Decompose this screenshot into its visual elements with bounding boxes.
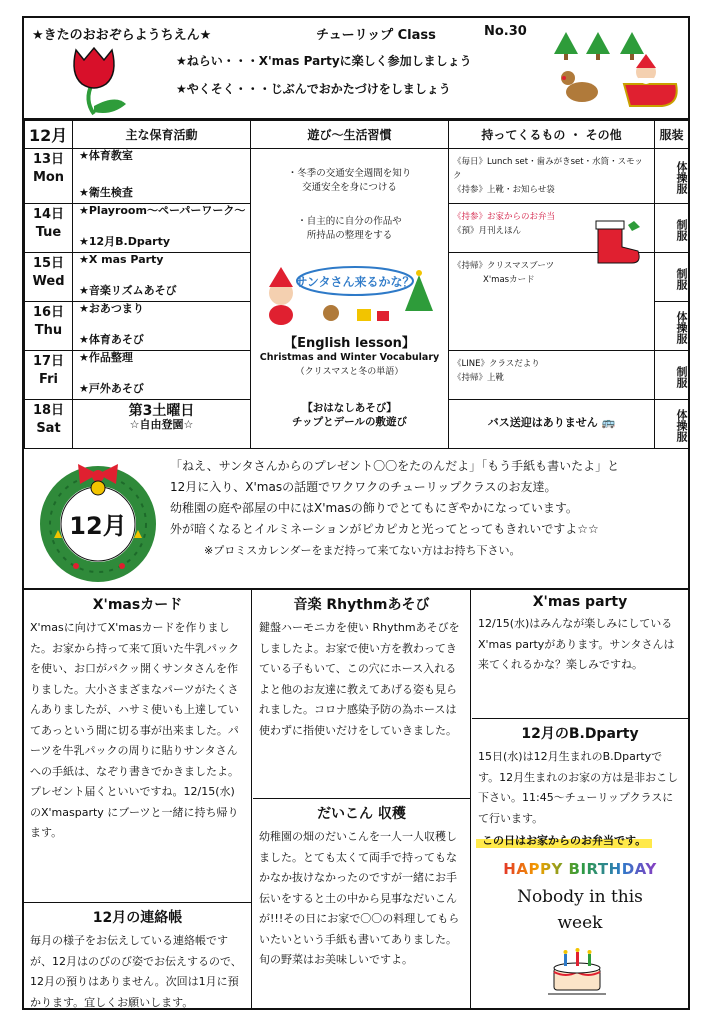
card-title: X'masカード — [92, 597, 183, 613]
date-cell: 14日 Tue — [25, 204, 73, 253]
birthday-cake-icon — [546, 944, 608, 996]
birthday-box — [496, 860, 664, 1000]
promise-text: ★やくそく・・・じぶんでおかたづけをしましょう — [176, 82, 451, 96]
radish-section — [253, 798, 470, 971]
activity-cell: ★作品整理 ★戸外あそび — [73, 351, 251, 400]
activity-cell: ★Playroom～ペーパーワーク～ ★12月B.Dparty — [73, 204, 251, 253]
column-right — [472, 590, 688, 1008]
english-lesson-title: 【English lesson】 — [284, 336, 415, 351]
contact-body: 毎月の様子をお伝えしている連絡帳ですが、12月はのびのび姿でお伝えするので、12月の預りはありません。次回は1月に預かります。宜しくお願いします。 — [30, 934, 242, 1009]
class-name: チューリップ Class — [316, 28, 436, 43]
date-cell: 15日 Wed — [25, 253, 73, 302]
happy-birthday-banner: HAPPY BIRTHDAY — [496, 860, 664, 878]
activity-cell: ★体育教室 ★衛生検査 — [73, 149, 251, 204]
wreath-icon — [36, 458, 160, 582]
dress-cell: 制服 — [655, 253, 689, 302]
radish-title: だいこん 収穫 — [317, 806, 406, 822]
bring-cell: 《LINE》クラスだより 《持帰》上靴 — [449, 351, 655, 400]
card-body: X'masに向けてX'masカードを作りました。お家から持って来て頂いた牛乳パックを使い、お口がパクッ開くサンタさんを作りました。大小さまざまなパーツがたくさんありましたが、ハサミ使いも上達していてあっという間に切る事が出来ました。パーツを牛乳パックの周りに貼りサンタさんへの手紙は、なぞり書きでかきましたよ。プレゼント届くといいですね。12/15(水)のX'masparty にブーツと一緒に持ち帰ります。 — [30, 621, 239, 839]
christmas-trees-sleigh-icon — [544, 28, 684, 116]
story-title: 【おはなしあそび】 — [302, 402, 397, 414]
play-column: ・冬季の交通安全週間を知り 交通安全を身につける ・自主的に自分の作品や 所持品の整理をする サンタさん来るかな？ 【English lesson】 Christmas and Winter Vocabulary （クリスマスと冬の単語） 【おはなしあそび】 チップとデールの敷遊び — [251, 149, 449, 449]
date-cell: 13日 Mon — [25, 149, 73, 204]
party-title: X'mas party — [532, 594, 628, 610]
date-cell: 18日 Sat — [25, 400, 73, 449]
bring-cell: バス送迎はありません 🚌 — [449, 400, 655, 449]
header — [24, 18, 688, 120]
message-note: ※プロミスカレンダーをまだ持って来てない方はお持ち下さい。 — [204, 544, 521, 557]
bring-cell: 《持参》お家からのお弁当 《預》月刊えほん — [449, 204, 655, 253]
rhythm-body: 鍵盤ハーモニカを使い Rhythmあそびをしましたよ。お家で使い方を教わってきている子もいて、この穴にホース入れるよと他のお友達に教えてあげる姿も見られました。コロナ感染予防の為ホースは使わずに指使いだけをしていきました。 — [259, 621, 460, 737]
bus-icon: 🚌 — [601, 416, 616, 429]
weekly-schedule-table — [24, 120, 689, 449]
month-header: 12月 — [25, 121, 73, 149]
radish-body: 幼稚園の畑のだいこんを一人一人収穫しました。とても太くて両手で持ってもなかなか抜けなかったのですが一緒にお手伝いをすると土の中から見事なだいこんが!!!その日にお家で〇〇の料理してもらいたいという手紙も書いてありました。旬の野菜はお美味しいですよ。 — [259, 830, 460, 966]
bring-header: 持ってくるもの ・ その他 — [449, 121, 655, 149]
column-left — [24, 590, 252, 1008]
december-message — [24, 450, 688, 590]
party-body: 12/15(水)はみんなが楽しみにしているX'mas partyがあります。サンタさんは来てくれるかな？楽しみですね。 — [478, 617, 675, 671]
bd-title: 12月のB.Dparty — [521, 726, 639, 742]
dress-cell: 体操服 — [655, 302, 689, 351]
english-lesson-topic: Christmas and Winter Vocabulary — [259, 352, 440, 363]
bd-lunch-note: この日はお家からのお弁当です。 — [476, 832, 652, 848]
dress-cell: 制服 — [655, 351, 689, 400]
aim-text: ★ねらい・・・X'mas Partyに楽しく参加しましょう — [176, 54, 472, 68]
tulip-icon — [54, 44, 134, 116]
issue-number: No.30 — [484, 24, 527, 39]
activity-cell: 第3土曜日 ☆自由登園☆ — [73, 400, 251, 449]
message-text: 「ねえ、サンタさんからのプレゼント〇〇をたのんだよ」「もう手紙も書いたよ」と 12月に入り、X'masの話題でワクワクのチューリップクラスのお友達。 幼稚園の庭や部屋の中にはX'masの飾りでとてもにぎやかになっています。 外が暗くなるとイルミネーションがピカピカと光ってとってもきれいですよ☆☆ ※プロミスカレンダーをまだ持って来てない方はお持ち下さい。 — [170, 456, 684, 561]
christmas-boot-icon — [588, 219, 644, 267]
dress-cell: 体操服 — [655, 149, 689, 204]
school-name: ★きたのおおぞらようちえん★ — [32, 28, 212, 43]
bring-cell: 《毎日》Lunch set・歯みがきset・水筒・スモック 《持参》上靴・お知らせ袋 — [449, 149, 655, 204]
activities-header: 主な保育活動 — [73, 121, 251, 149]
dress-header: 服装 — [655, 121, 689, 149]
santa-coming-illustration — [261, 255, 437, 329]
story-topic: チップとデールの敷遊び — [292, 416, 407, 428]
dress-cell: 制服 — [655, 204, 689, 253]
play-header: 遊び～生活習慣 — [251, 121, 449, 149]
activity-cell: ★おあつまり ★体育あそび — [73, 302, 251, 351]
bring-cell: 《持帰》クリスマスブーツ X'masカード — [449, 253, 655, 351]
date-cell: 16日 Thu — [25, 302, 73, 351]
column-middle — [253, 590, 471, 1008]
contact-section — [24, 902, 251, 1013]
dress-cell: 体操服 — [655, 400, 689, 449]
rhythm-title: 音楽 Rhythmあそび — [293, 597, 430, 613]
bd-body: 15日(水)は12月生まれのB.Dpartyです。12月生まれのお家の方は是非おこし下さい。11:45～チューリップクラスにて行います。 — [478, 750, 679, 825]
contact-title: 12月の連絡帳 — [92, 910, 183, 926]
activity-cell: ★X mas Party ★音楽リズムあそび — [73, 253, 251, 302]
svg-text:12月: 12月 — [69, 512, 127, 540]
newsletter-page — [22, 16, 690, 1010]
svg-text:サンタさん来るかな？: サンタさん来るかな？ — [295, 275, 415, 289]
table-row — [25, 149, 689, 204]
nobody-text: Nobody in this week — [517, 887, 643, 933]
date-cell: 17日 Fri — [25, 351, 73, 400]
